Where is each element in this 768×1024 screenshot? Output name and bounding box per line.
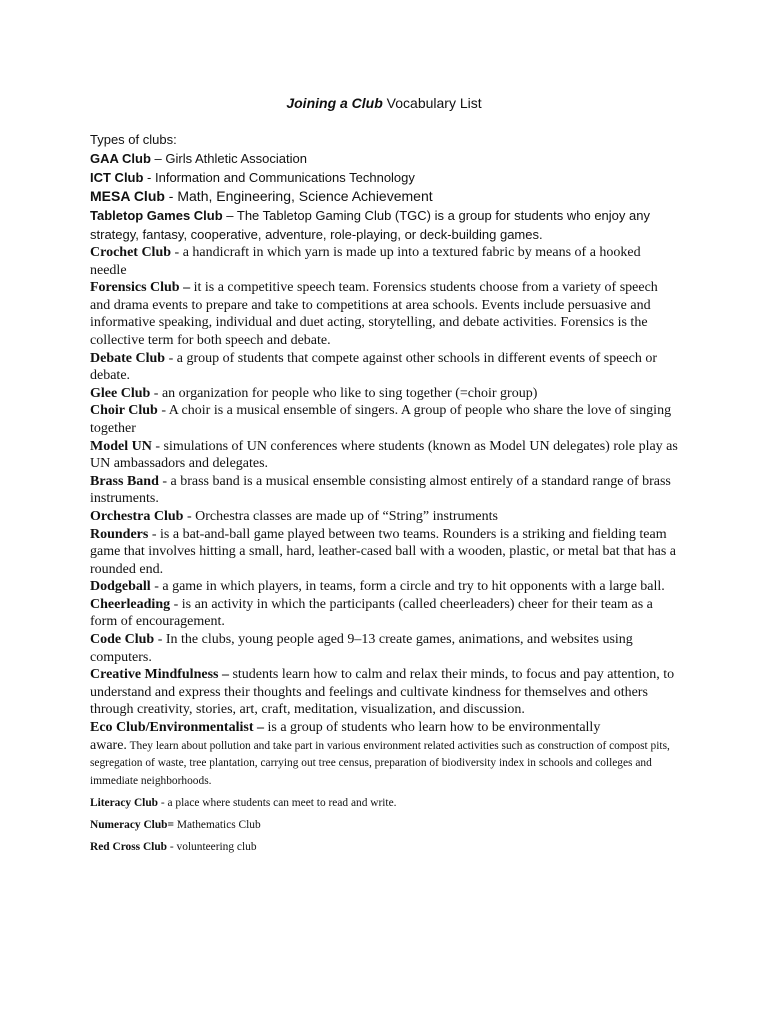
entry-term: Literacy Club (90, 797, 159, 810)
entry-eco-club (90, 719, 680, 789)
entry-code-club (90, 631, 680, 666)
entry-dodgeball (90, 578, 680, 596)
intro-text: Types of clubs: (90, 132, 177, 147)
entry-model-un (90, 438, 680, 473)
entry-glee-club (90, 385, 680, 403)
entry-term: Glee Club (90, 385, 151, 401)
entry-red-cross-club (90, 839, 680, 855)
entry-definition: - A choir is a musical ensemble of singers. A group of people who share the love of singing together (90, 403, 672, 436)
entry-gaa-club (90, 149, 680, 168)
entry-term: GAA Club (90, 151, 151, 166)
entry-definition: - Orchestra classes are made up of “String” instruments (183, 508, 498, 524)
entry-term: MESA Club (90, 188, 165, 204)
entry-definition: - a handicraft in which yarn is made up into a textured fabric by means of a hooked needle (90, 245, 641, 278)
entry-definition-line2: aware. (90, 737, 127, 753)
entry-definition: - a group of students that compete against other schools in different events of speech or debate. (90, 350, 657, 384)
entry-numeracy-club (90, 817, 680, 833)
entry-term: Orchestra Club (90, 508, 184, 524)
entry-ict-club (90, 168, 680, 187)
entry-term: Crochet Club (90, 245, 172, 260)
entry-term: Cheerleading (90, 596, 171, 612)
entry-term: Red Cross Club (90, 841, 168, 854)
entry-choir-club (90, 402, 680, 437)
entry-definition: - a brass band is a musical ensemble consisting almost entirely of a standard range of brass instruments. (90, 473, 671, 507)
title-italic: Joining a Club (286, 95, 383, 111)
entry-forensics-club (90, 279, 680, 349)
entry-tabletop-games-club (90, 206, 680, 244)
entry-term: Creative Mindfulness – (90, 667, 229, 683)
entry-term: Forensics Club – (90, 280, 191, 296)
entry-term: Model UN (90, 438, 152, 454)
entry-definition: - Information and Communications Technology (143, 170, 415, 185)
entry-definition: - Math, Engineering, Science Achievement (164, 188, 433, 204)
document-title (0, 94, 768, 112)
entry-definition: it is a competitive speech team. Forensics students choose from a variety of speech and drama events to prepare and take to competitions at area schools. Events include persuasive and informative speaking, individual and duet acting, storytelling, and debate activities. Forensics is the collective term for both speech and debate. (90, 280, 658, 348)
entry-term: Choir Club (90, 403, 158, 419)
entry-mesa-club (90, 187, 680, 206)
entry-definition: – Girls Athletic Association (150, 151, 307, 166)
entry-orchestra-club (90, 508, 680, 526)
entry-definition: - a place where students can meet to read and write. (158, 797, 397, 810)
entry-definition: Mathematics Club (174, 819, 261, 832)
entry-term: ICT Club (90, 170, 144, 185)
entry-definition: - an organization for people who like to sing together (=choir group) (150, 385, 538, 401)
entry-definition: students learn how to calm and relax their minds, to focus and pay attention, to understand and express their thoughts and feelings and cultivate kindness for themselves and others through creativity, stories, art, craft, meditation, visualization, and discussion. (90, 667, 675, 718)
entry-cheerleading (90, 596, 680, 631)
entry-definition: - simulations of UN conferences where students (known as Model UN delegates) role play as UN ambassadors and delegates. (90, 438, 678, 472)
entry-definition: – The Tabletop Gaming Club (TGC) is a group for students who enjoy any strategy, fantasy, cooperative, adventure, role-playing, or deck-building games. (90, 208, 650, 242)
entry-debate-club (90, 350, 680, 385)
entry-term: Eco Club/Environmentalist – (90, 720, 264, 736)
title-rest: Vocabulary List (382, 95, 482, 111)
entry-definition: is a group of students who learn how to be environmentally (264, 720, 601, 736)
entry-term: Numeracy Club= (90, 819, 175, 832)
entry-definition: - is an activity in which the participants (called cheerleaders) cheer for their team as a form of encouragement. (90, 596, 653, 630)
entry-term: Dodgeball (90, 579, 151, 595)
entry-definition: - is a bat-and-ball game played between two teams. Rounders is a striking and fielding team game that involves hitting a small, hard, leather-cased ball with a wooden, plastic, or metal bat that has a rounded end. (90, 526, 676, 577)
entry-rounders (90, 526, 680, 579)
entry-term: Code Club (90, 632, 155, 648)
vocabulary-list (90, 130, 680, 855)
entry-brass-band (90, 473, 680, 508)
entry-definition: - a game in which players, in teams, form a circle and try to hit opponents with a large ball. (150, 579, 665, 595)
entry-definition: - volunteering club (167, 841, 257, 854)
entry-definition: - In the clubs, young people aged 9–13 create games, animations, and websites using computers. (90, 632, 633, 665)
entry-term: Debate Club (90, 350, 166, 366)
entry-term: Rounders (90, 526, 149, 542)
entry-creative-mindfulness (90, 666, 680, 719)
entry-definition-small: They learn about pollution and take part in various environment related activities such as construction of compost pits, segregation of waste, tree plantation, carrying out tree census, preparation of biodiversity index in schools and colleges and immediate neighborhoods. (90, 739, 670, 787)
entry-term: Brass Band (90, 473, 159, 489)
entry-crochet-club (90, 244, 680, 279)
entry-term: Tabletop Games Club (90, 208, 223, 223)
entry-literacy-club (90, 795, 680, 811)
